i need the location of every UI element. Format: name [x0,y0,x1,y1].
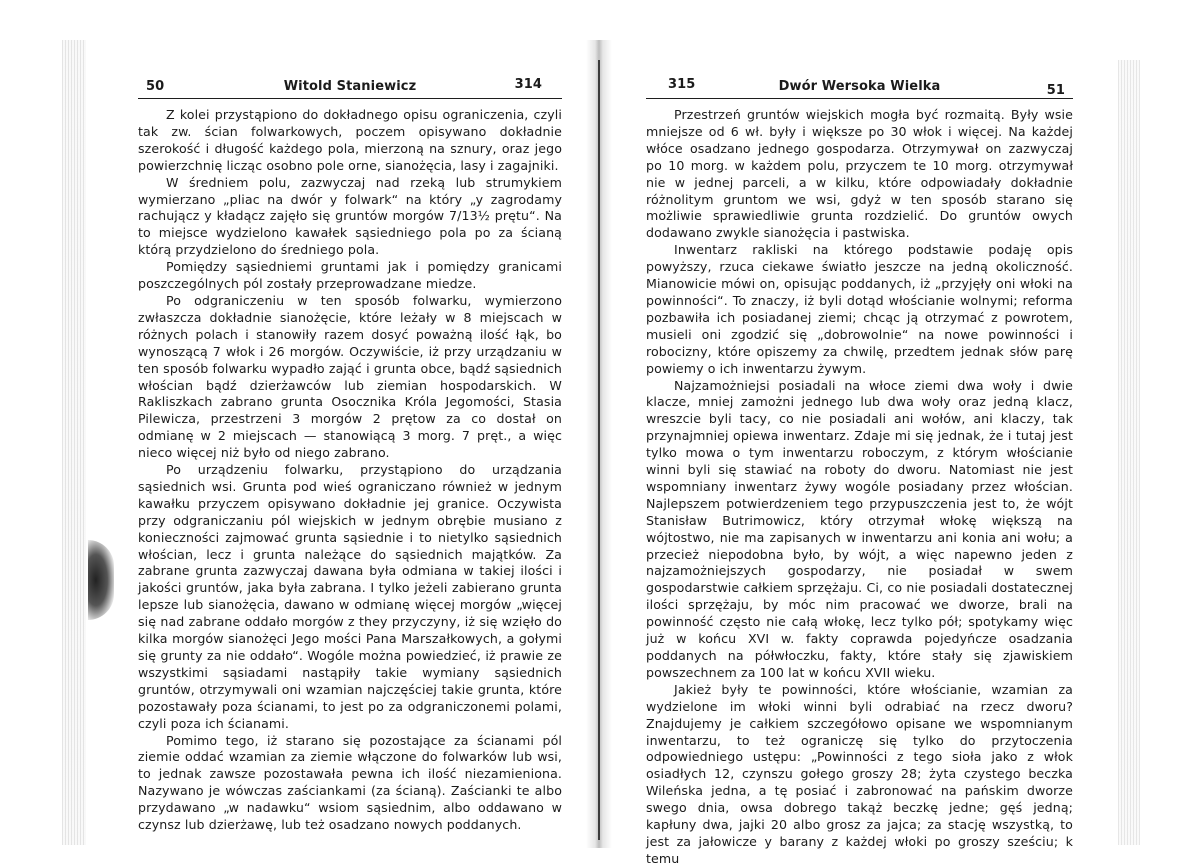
paragraph: Inwentarz rakliski na którego podstawie podaję opis powyższy, rzuca ciekawe światło jeszcze na jedną okoliczność. Mianowicie mówi on, opisując poddanych, iż „przyjęły oni włoki na powinności“. To znaczy, iż byli dotąd włościanie wolnymi; reforma pozbawiła ich posiadanej ziemi; chcąc ją otrzymać z powrotem, musieli oni zgodzić się „dobrowolnie“ na nowe powinności i robocizny, które opiszemy za chwilę, przedtem jednak słów parę powiemy o ich inwentarzu żywym. [646,242,1073,376]
left-page-edge [62,40,86,845]
left-page [138,78,562,834]
paragraph: Jakież były te powinności, które włościanie, wzamian za wydzielone im włoki winni byli odrabiać na rzecz dworu? Znajdujemy je całkiem szczegółowo opisane we wspomnianym inwentarzu, to też ograniczę się tylko do przytoczenia odpowiedniego ustępu: „Powinności z tego sioła jako z włok osiadłych 12, czynszu gołego groszy 28; żyta czystego beczka Wileńska jedna, a tę posiać i zabronować na pańskim dworze swego dnia, owsa dobrego takąż beczkę jedne; gęś jedną; kapłuny dwa, jajki 20 albo grosz za jajca; za stację wszystką, to jest za jałowicze y barany z każdej włoki po groszy sześciu; k temu [646,681,1073,866]
right-journal-page-number: 315 [668,77,696,93]
left-page-header [138,78,562,99]
right-page-header [646,78,1073,99]
gutter-line [598,60,600,840]
left-page-number: 50 [146,79,165,95]
paragraph: Po odgraniczeniu w ten sposób folwarku, wymierzono zwłaszcza dokładnie sianożęcie, które leżały w 8 miejscach w różnych polach i stanowiły razem dosyć poważną ilość łąk, bo wynoszącą 7 włok i 26 morgów. Oczywiście, iż przy urządzaniu w ten sposób folwarku wypadło zająć i grunta obce, bądź sąsiednich włościan bądź dzierżawców lub ziemian hospodarskich. W Rakliszkach zabrano grunta Osocznika Króla Jegomości, Stasia Pilewicza, przestrzeni 3 morgów 2 prętow za co dostał on odmianę w 2 miejscach — stanowiącą 3 morg. 7 pręt., a więc nieco więcej niż było od niego zabrano. [138,292,562,461]
paragraph: Po urządzeniu folwarku, przystąpiono do urządzania sąsiednich wsi. Grunta pod wieś ograniczano również w jednym kawałku przyczem opisywano dokładnie jej granice. Oczywista przy odgraniczaniu pól wiejskich w jednym obrębie musiano z konieczności zajmować grunta sąsiednie i to nietylko sąsiednich włościan, lecz i grunta należące do sąsiednich majątków. Za zabrane grunta zazwyczaj dawana była odmiana w takiej ilości i jakości gruntów, jaka była zabrana. I tylko jeżeli zabierano grunta lepsze lub sianożęcia, dawano w odmianę więcej morgów „więcej się nad zabrane oddało morgów z they przyczyny, iż się wzięło do kilka morgów sianożęci Jego mości Pana Marszałkowych, a gołymi się grunty za nie oddało“. Wogóle można powiedzieć, iż prawie ze wszystkimi sąsiadami nastąpiły takie wymiany sąsiednich gruntów, otrzymywali oni wzamian najczęściej takie grunta, które pozostawały poza ścianami, to jest po za odgraniczonemi polami, czyli poza ich ścianami. [138,462,562,731]
right-running-title: Dwór Wersoka Wielka [778,79,941,95]
left-journal-page-number: 314 [514,77,542,93]
paragraph: Przestrzeń gruntów wiejskich mogła być rozmaitą. Były wsie mniejsze od 6 wł. były i większe po 30 włok i więcej. Na każdej włóce osadzano jednego gospodarza. Otrzymywał on zazwyczaj po 10 morg. w każdem polu, przyczem te 10 morg. otrzymywał nie w jednej parceli, a w kilku, które odpowiadały dokładnie różnolitym gruntom we wsi, gdyż w ten sposób starano się możliwie sprawiedliwie grunta rozdzielić. Do gruntów owych dodawano zwykle sianożęcia i pastwiska. [646,107,1073,241]
left-running-title: Witold Staniewicz [283,79,417,95]
paragraph: W średniem polu, zazwyczaj nad rzeką lub strumykiem wymierzano „pliac na dwór y folwark“ na który „y zagrodamy rachującz y kładącz zajęło się gruntów morgów 7/13½ prętu“. Na to miejsce wydzielono kawałek sąsiedniego pola po za ścianą którą przydzielono do średniego pola. [138,174,562,258]
paragraph: Pomiędzy sąsiedniemi gruntami jak i pomiędzy granicami poszczególnych pól zostały przeprowadzane miedze. [138,259,562,292]
paragraph: Pomimo tego, iż starano się pozostające za ścianami pól ziemie oddać wzamian za ziemie włączone do folwarków lub wsi, to jednak zawsze pozostawała pewna ich ilość niezamieniona. Nazywano je wówczas zaściankami (za ścianą). Zaścianki te albo przydawano „w nadawku“ wsiom sąsiednim, albo oddawano w czynsz lub dzierżawę, lub też osadzano nowych poddanych. [138,732,562,833]
paragraph: Najzamożniejsi posiadali na włoce ziemi dwa woły i dwie klacze, mniej zamożni jednego lub dwa woły oraz jedną klacz, wreszcie byli tacy, co nie posiadali ani wołów, ani klaczy, tak przynajmniej opiewa inwentarz. Zdaje mi się jednak, że i tutaj jest tylko mowa o tym inwentarzu roboczym, z którym włościanie winni byli się stawiać na roboty do dworu. Natomiast nie jest wspomniany inwentarz żywy wogóle posiadany przez włościan. Najlepszem potwierdzeniem tego przypuszczenia jest to, że wójt Stanisław Butrimowicz, który otrzymał włokę większą na wójtostwo, nie ma zapisanych w inwentarzu ani konia ani wołu; a przecież niepodobna było, by wójt, a więc napewno jeden z najzamożniejszych gospodarzy, nie posiadał w swem gospodarstwie całkiem sprzężaju. Ci, co nie posiadali dostatecznej ilości sprzężaju, by móc nim pracować we dworze, brali na powinność często nie całą włokę, lecz tylko pół; spotykamy więc już w końcu XVI w. fakty coprawda pojedyńcze osadzania poddanych na półwłoczku, fakty, które stały się zjawiskiem powszechnem za 100 lat w końcu XVII wieku. [646,377,1073,680]
binding-shadow [88,540,114,620]
paragraph: Z kolei przystąpiono do dokładnego opisu ograniczenia, czyli tak zw. ścian folwarkowych, poczem opisywano dokładnie szerokość i długość każdego pola, mierzoną na sznury, oraz jego powierzchnię licząc osobno pole orne, sianożęcia, lasy i zagajniki. [138,107,562,173]
right-page [646,78,1073,868]
right-page-edge [1118,60,1140,845]
right-page-number: 51 [1046,83,1065,99]
